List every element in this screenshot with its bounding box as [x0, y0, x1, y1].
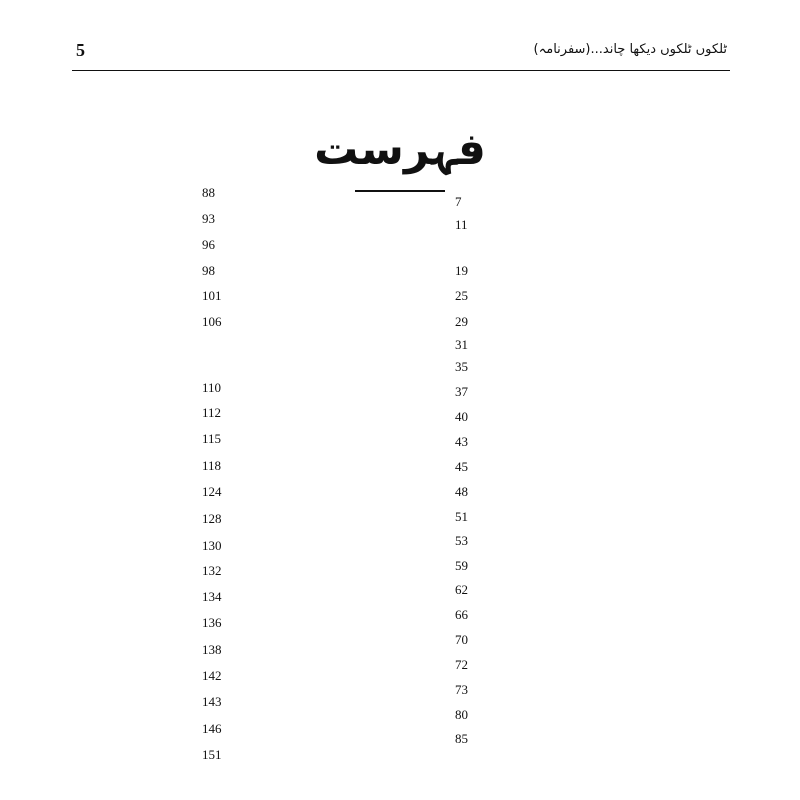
toc-entry-page: 48: [455, 484, 468, 499]
toc-entry-page: 53: [455, 533, 468, 548]
toc-entry-page: 138: [202, 642, 222, 657]
toc-entry-page: 29: [455, 314, 468, 329]
toc-entry-page: 73: [455, 682, 468, 697]
toc-entry-page: 31: [455, 337, 468, 352]
toc-entry-page: 40: [455, 409, 468, 424]
toc-entry-page: 66: [455, 607, 468, 622]
toc-entry-page: 115: [202, 431, 222, 446]
toc-entry-page: 70: [455, 632, 468, 647]
toc-entry-page: 106: [202, 314, 222, 329]
toc-entry-page: 7: [455, 194, 462, 209]
toc-entry-page: 35: [455, 359, 468, 374]
toc-entry-page: 96: [202, 237, 215, 252]
toc-title: فہرست: [314, 124, 486, 175]
toc-entry-page: 143: [202, 694, 222, 709]
toc-entry-page: 11: [455, 217, 468, 232]
toc-entry-page: 80: [455, 707, 468, 722]
toc-entry-page: 124: [202, 484, 222, 499]
toc-entry-page: 43: [455, 434, 468, 449]
toc-entry-page: 112: [202, 405, 222, 420]
toc-entry-page: 88: [202, 185, 215, 200]
toc-entry-page: 151: [202, 747, 222, 762]
toc-entry-page: 128: [202, 511, 222, 526]
toc-entry-page: 62: [455, 582, 468, 597]
toc-entry-page: 59: [455, 558, 468, 573]
page-number: 5: [76, 40, 85, 60]
toc-entry-page: 134: [202, 589, 222, 604]
toc-entry-page: 51: [455, 509, 468, 524]
toc-entry-page: 45: [455, 459, 468, 474]
toc-entry-page: 25: [455, 288, 468, 303]
toc-entry-page: 85: [455, 731, 468, 746]
toc-entry-page: 37: [455, 384, 468, 399]
toc-entry-page: 136: [202, 615, 222, 630]
toc-entry-page: 72: [455, 657, 468, 672]
toc-entry-page: 98: [202, 263, 215, 278]
toc-entry-page: 146: [202, 721, 222, 736]
toc-entry-page: 19: [455, 263, 468, 278]
toc-entry-page: 101: [202, 288, 222, 303]
toc-entry-page: 130: [202, 538, 222, 553]
toc-entry-page: 118: [202, 458, 222, 473]
toc-entry-page: 132: [202, 563, 222, 578]
toc-entry-page: 93: [202, 211, 215, 226]
running-header: ٹلکوں ٹلکوں دیکھا چاند...(سفرنامہ): [533, 42, 727, 57]
toc-entry-page: 110: [202, 380, 222, 395]
toc-entry-page: 142: [202, 668, 222, 683]
